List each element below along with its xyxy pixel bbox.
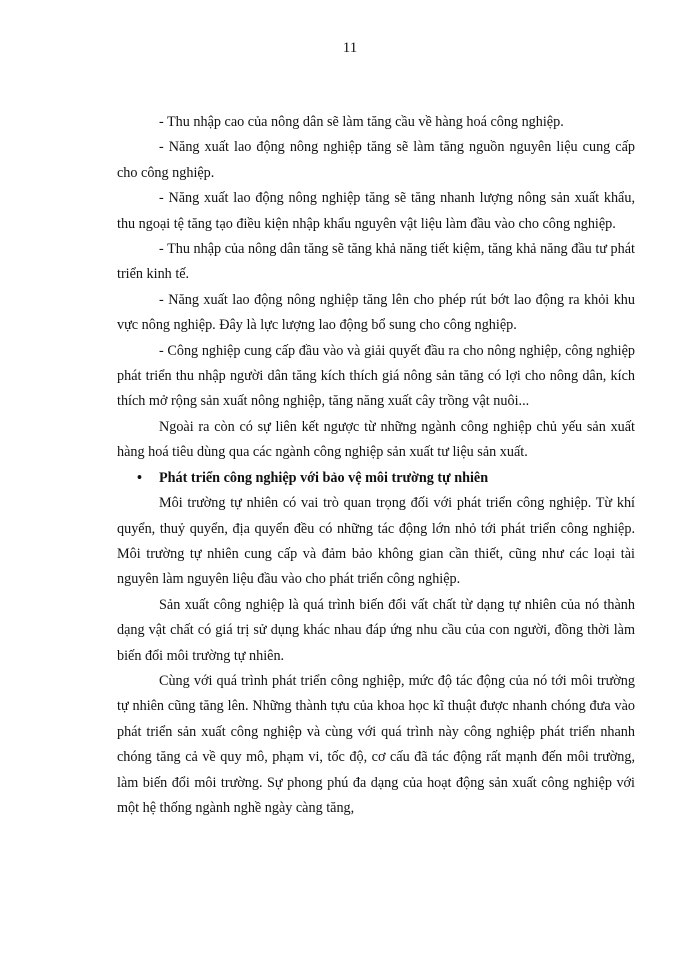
paragraph-backward-linkage: Ngoài ra còn có sự liên kết ngược từ những ngành công nghiệp chủ yếu sản xuất hàng hoá tiêu dùng qua các ngành công nghiệp sản xuất tư liệu sản xuất. [117,418,635,461]
section-heading [117,466,635,491]
paragraph-industrial-production: Sản xuất công nghiệp là quá trình biến đổi vất chất từ dạng tự nhiên của nó thành dạng vật chất có giá trị sử dụng khác nhau đáp ứng nhu cầu của con người, đồng thời làm biến đổi môi trường tự nhiên. [117,596,635,664]
paragraph-farmer-income-demand: - Thu nhập cao của nông dân sẽ làm tăng cầu về hàng hoá công nghiệp. [159,114,564,130]
page-number: 11 [342,40,358,56]
paragraph-industry-supports-agriculture: - Công nghiệp cung cấp đầu vào và giải quyết đầu ra cho nông nghiệp, công nghiệp phát triển thu nhập người dân tăng kích thích giá nông sản tăng có lợi cho nông dân, kích thích mở rộng sản xuất nông nghiệp, tăng năng xuất cây trồng vật nuôi... [117,342,635,410]
section-heading-text: Phát triển công nghiệp với bảo vệ môi trường tự nhiên [159,469,489,486]
page-content [117,110,635,821]
paragraph-export-growth: - Năng xuất lao động nông nghiệp tăng sẽ tăng nhanh lượng nông sản xuất khẩu, thu ngoại tệ tăng tạo điều kiện nhập khẩu nguyên vật liệu làm đầu vào cho công nghiệp. [117,190,635,232]
paragraph-environmental-impact: Cùng với quá trình phát triển công nghiệp, mức độ tác động của nó tới môi trường tự nhiên cũng tăng lên. Những thành tựu của khoa học kĩ thuật được nhanh chóng đưa vào phát triển sản xuất công nghiệp và cùng với quá trình này công nghiệp phát triển nhanh chóng tăng cả về quy mô, phạm vi, tốc độ, cơ cấu đã tác động rất mạnh đến môi trường, làm biến đổi môi trường. Sự phong phú đa dạng của hoạt động sản xuất công nghiệp với một hệ thống ngành nghề ngày càng tăng, [117,672,635,816]
paragraph-savings-investment: - Thu nhập của nông dân tăng sẽ tăng khả năng tiết kiệm, tăng khả năng đầu tư phát triển kinh tế. [117,241,635,283]
paragraph-labor-release: - Năng xuất lao động nông nghiệp tăng lên cho phép rút bớt lao động ra khỏi khu vực nông nghiệp. Đây là lực lượng lao động bổ sung cho công nghiệp. [117,291,635,334]
paragraph-raw-material-supply: - Năng xuất lao động nông nghiệp tăng sẽ làm tăng nguồn nguyên liệu cung cấp cho công nghiệp. [117,139,635,181]
paragraph-environment-role: Môi trường tự nhiên có vai trò quan trọng đối với phát triển công nghiệp. Từ khí quyển, thuỷ quyển, địa quyển đều có những tác động lớn nhỏ tới phát triển công nghiệp. Môi trường tự nhiên cung cấp và đảm bảo không gian cần thiết, cũng như các loại tài nguyên làm nguyên liệu đầu vào cho phát triển công nghiệp. [117,495,635,588]
bullet-icon: • [137,469,142,486]
